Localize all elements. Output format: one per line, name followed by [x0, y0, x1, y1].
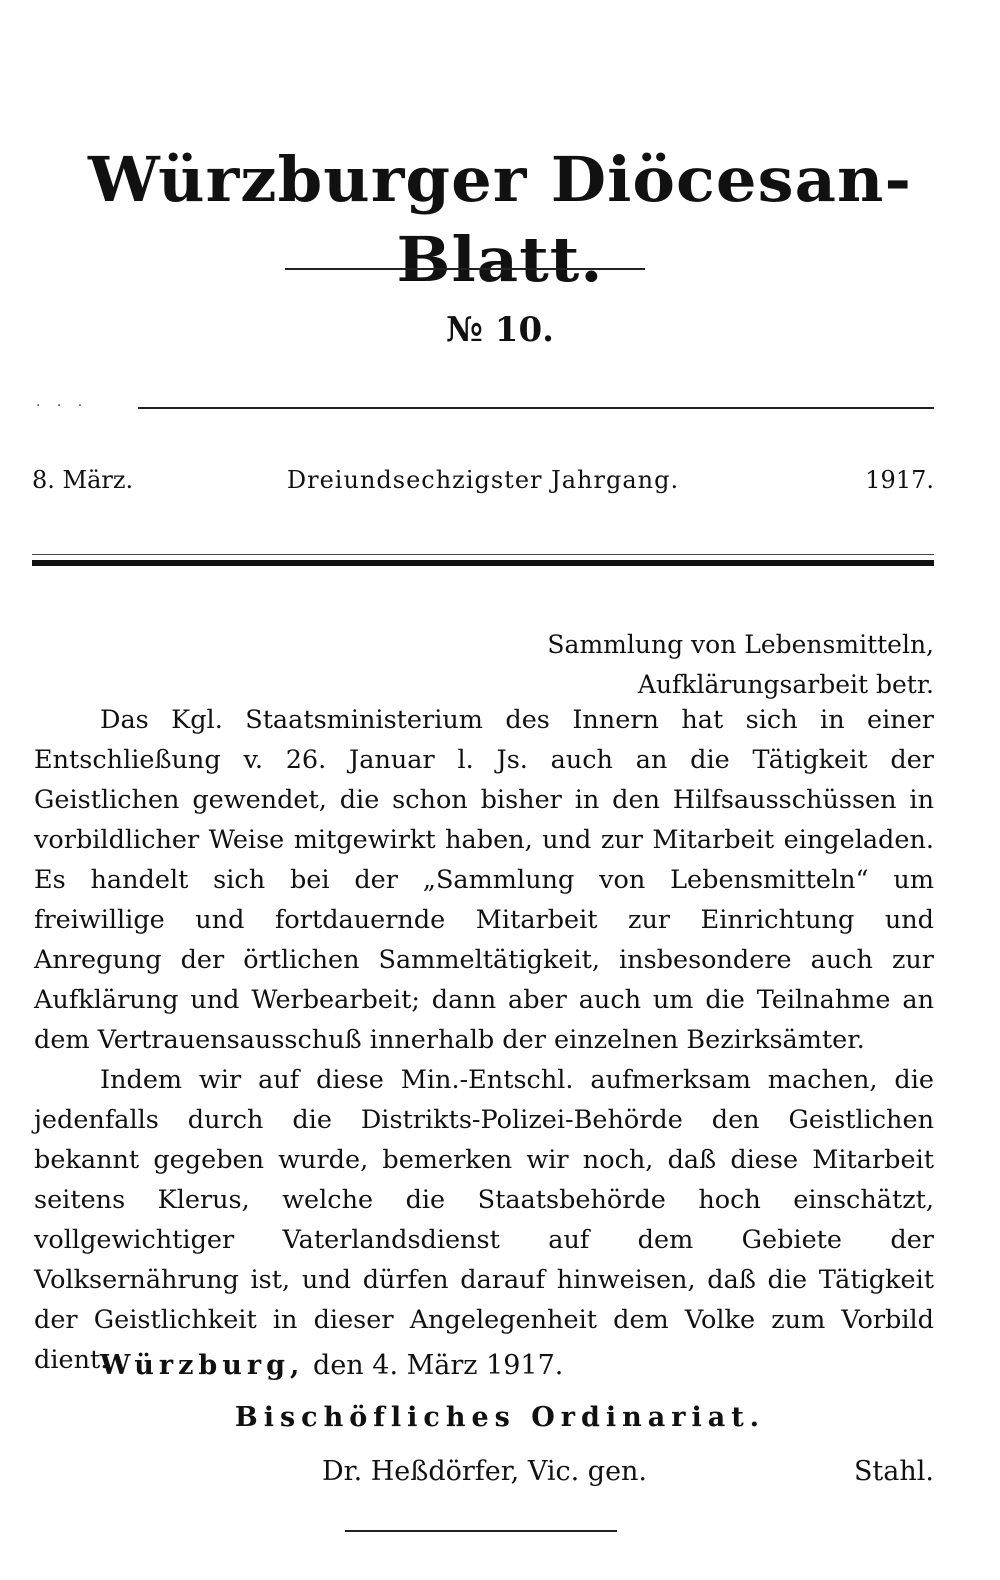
footer-rule	[345, 1530, 617, 1532]
subject-line-1: Sammlung von Lebensmitteln,	[547, 630, 934, 659]
signatory-right: Stahl.	[853, 1456, 934, 1487]
dateline-rule-thick	[32, 560, 934, 566]
rule-dots: · · ·	[36, 398, 89, 414]
paragraph-1: Das Kgl. Staatsministerium des Innern hat sich in einer Entschließung v. 26. Januar l. Js. auch an die Tätigkeit der Geistlichen gewendet, die schon bisher in den Hilfsausschüssen in vorbildlicher Weise mitgewirkt haben, und zur Mitarbeit eingeladen. Es handelt sich bei der „Sammlung von Lebensmitteln“ um freiwillige und fortdauernde Mitarbeit zur Einrichtung und Anregung der örtlichen Sammeltätigkeit, insbesondere auch zur Aufklärung und Werbearbeit; dann aber auch um die Teilnahme an dem Vertrauensausschuß innerhalb der einzelnen Bezirksämter.	[34, 705, 934, 1055]
signatory-left: Dr. Heßdörfer, Vic. gen.	[322, 1456, 648, 1487]
closing-date: den 4. März 1917.	[313, 1350, 564, 1381]
masthead-rule	[285, 268, 645, 270]
dateline	[32, 462, 934, 502]
paragraph-2: Indem wir auf diese Min.-Entschl. aufmerksam machen, die jedenfalls durch die Distrikts-Polizei-Behörde den Geistlichen bekannt gegeben wurde, bemerken wir noch, daß diese Mitarbeit seitens Klerus, welche die Staatsbehörde hoch einschätzt, vollgewichtiger Vaterlandsdienst auf dem Gebiete der Volksernährung ist, und dürfen darauf hinweisen, daß die Tätigkeit der Geistlichkeit in dieser Angelegenheit dem Volke zum Vorbild dient.	[34, 1065, 934, 1375]
volume-label: Dreiundsechzigster Jahrgang.	[286, 466, 680, 494]
dateline-rule-thin	[32, 554, 934, 555]
closing-line	[100, 1346, 563, 1386]
issue-year: 1917.	[865, 466, 934, 494]
issue-date: 8. März.	[32, 466, 134, 494]
masthead-title: Würzburger Diöcesan-Blatt.	[88, 143, 912, 296]
issuing-office: Bischöfliches Ordinariat.	[234, 1402, 766, 1433]
article-subject	[514, 625, 934, 705]
issue-number: № 10.	[446, 310, 554, 350]
subject-line-2: Aufklärungsarbeit betr.	[637, 670, 934, 699]
header-rule	[138, 407, 934, 409]
article-body	[34, 700, 934, 1380]
closing-place: Würzburg,	[100, 1350, 305, 1381]
